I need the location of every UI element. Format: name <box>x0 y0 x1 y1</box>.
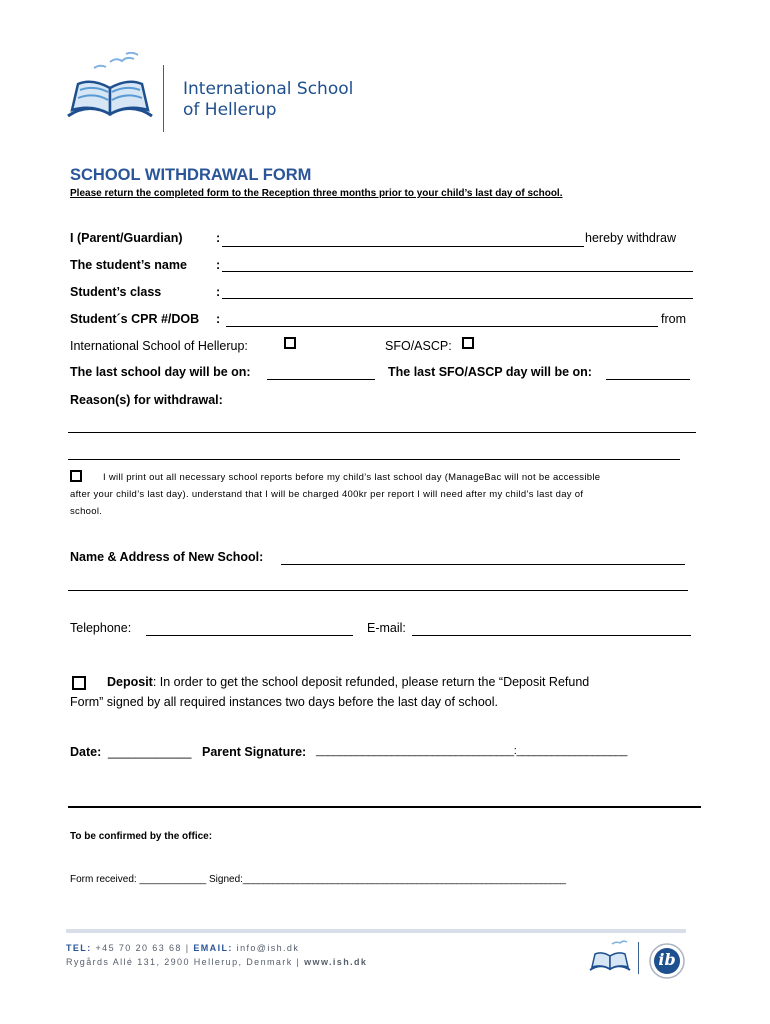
parent-label: I (Parent/Guardian) <box>70 231 183 245</box>
telephone-label: Telephone: <box>70 621 132 635</box>
footer-address-row <box>66 957 367 967</box>
office-label: To be confirmed by the office: <box>70 831 213 842</box>
footer-logo-divider <box>638 942 639 974</box>
reports-checkbox[interactable] <box>70 470 82 482</box>
parent-suffix: hereby withdraw <box>585 231 677 245</box>
cpr-field[interactable] <box>226 326 658 327</box>
parent-colon: : <box>216 231 221 245</box>
reports-text-line3: school. <box>70 506 103 517</box>
ish-checkbox-label: International School of Hellerup: <box>70 339 248 353</box>
section-divider <box>68 806 701 808</box>
parent-field[interactable] <box>222 246 584 247</box>
telephone-field[interactable] <box>146 635 353 636</box>
deposit-bold: Deposit <box>107 675 153 689</box>
deposit-text-line1: : In order to get the school deposit refunded, please return the “Deposit Refund <box>152 675 590 689</box>
school-logo-icon <box>64 52 156 124</box>
sfo-checkbox-label: SFO/ASCP: <box>385 339 452 353</box>
last-school-day-label: The last school day will be on: <box>70 365 251 379</box>
date-label: Date: <box>70 745 102 759</box>
last-sfo-day-label: The last SFO/ASCP day will be on: <box>388 365 592 379</box>
new-school-line-2[interactable] <box>68 590 688 591</box>
footer-rule <box>66 929 686 933</box>
reports-text-line2: after your child’s last day). understand that I will be charged 400kr per report I will need after my child’s last day of <box>70 489 584 500</box>
reasons-line-2[interactable] <box>68 459 680 460</box>
form-instruction: Please return the completed form to the Reception three months prior to your child’s last day of school. <box>70 188 563 199</box>
reasons-label: Reason(s) for withdrawal: <box>70 393 223 407</box>
email-label: E-mail: <box>367 621 406 635</box>
sfo-checkbox[interactable] <box>462 337 474 349</box>
reports-text-line1: I will print out all necessary school reports before my child’s last school day (ManageBac will not be accessible <box>103 472 601 483</box>
last-school-day-field[interactable] <box>267 379 375 380</box>
reasons-line-1[interactable] <box>68 432 696 433</box>
office-row <box>70 874 565 885</box>
signed-field[interactable]: _________________________________________________________________ <box>242 874 566 885</box>
cpr-suffix: from <box>661 312 686 326</box>
footer-school-logo-icon <box>588 940 632 974</box>
ish-checkbox[interactable] <box>284 337 296 349</box>
footer-tel-label: TEL: <box>66 943 92 953</box>
form-received-field[interactable]: ____________ <box>139 874 207 885</box>
footer-contact <box>66 943 299 953</box>
signed-label: Signed: <box>209 874 243 885</box>
student-class-field[interactable] <box>222 298 693 299</box>
deposit-text-line2: Form” signed by all required instances two days before the last day of school. <box>70 695 498 709</box>
ib-logo-icon <box>648 942 686 980</box>
school-name-line1: International School <box>183 79 354 99</box>
signature-label: Parent Signature: <box>202 745 307 759</box>
last-sfo-day-field[interactable] <box>606 379 690 380</box>
footer-website[interactable]: www.ish.dk <box>304 957 368 967</box>
form-received-label: Form received: <box>70 874 137 885</box>
header-divider <box>163 65 164 132</box>
new-school-field[interactable] <box>281 564 685 565</box>
footer-tel-value: +45 70 20 63 68 <box>91 943 182 953</box>
footer-email-label: EMAIL: <box>193 943 233 953</box>
student-name-field[interactable] <box>222 271 693 272</box>
footer-separator: | <box>181 943 194 953</box>
form-title: SCHOOL WITHDRAWAL FORM <box>70 166 312 184</box>
deposit-line1 <box>107 675 589 689</box>
student-name-colon: : <box>216 258 221 272</box>
deposit-checkbox[interactable] <box>72 676 86 690</box>
student-class-colon: : <box>216 285 221 299</box>
cpr-label: Student´s CPR #/DOB <box>70 312 200 326</box>
footer-address: Rygårds Allé 131, 2900 Hellerup, Denmark | <box>66 957 305 967</box>
date-field[interactable]: ____________ <box>108 745 192 759</box>
footer-email-value[interactable]: info@ish.dk <box>232 943 300 953</box>
email-field[interactable] <box>412 635 691 636</box>
cpr-colon: : <box>216 312 221 326</box>
student-name-label: The student’s name <box>70 258 187 272</box>
signature-field[interactable]: __________________________________:___________________ <box>316 745 628 757</box>
new-school-label: Name & Address of New School: <box>70 550 264 564</box>
ib-logo-text: ib <box>658 950 676 969</box>
school-name-line2: of Hellerup <box>183 100 277 120</box>
student-class-label: Student’s class <box>70 285 162 299</box>
